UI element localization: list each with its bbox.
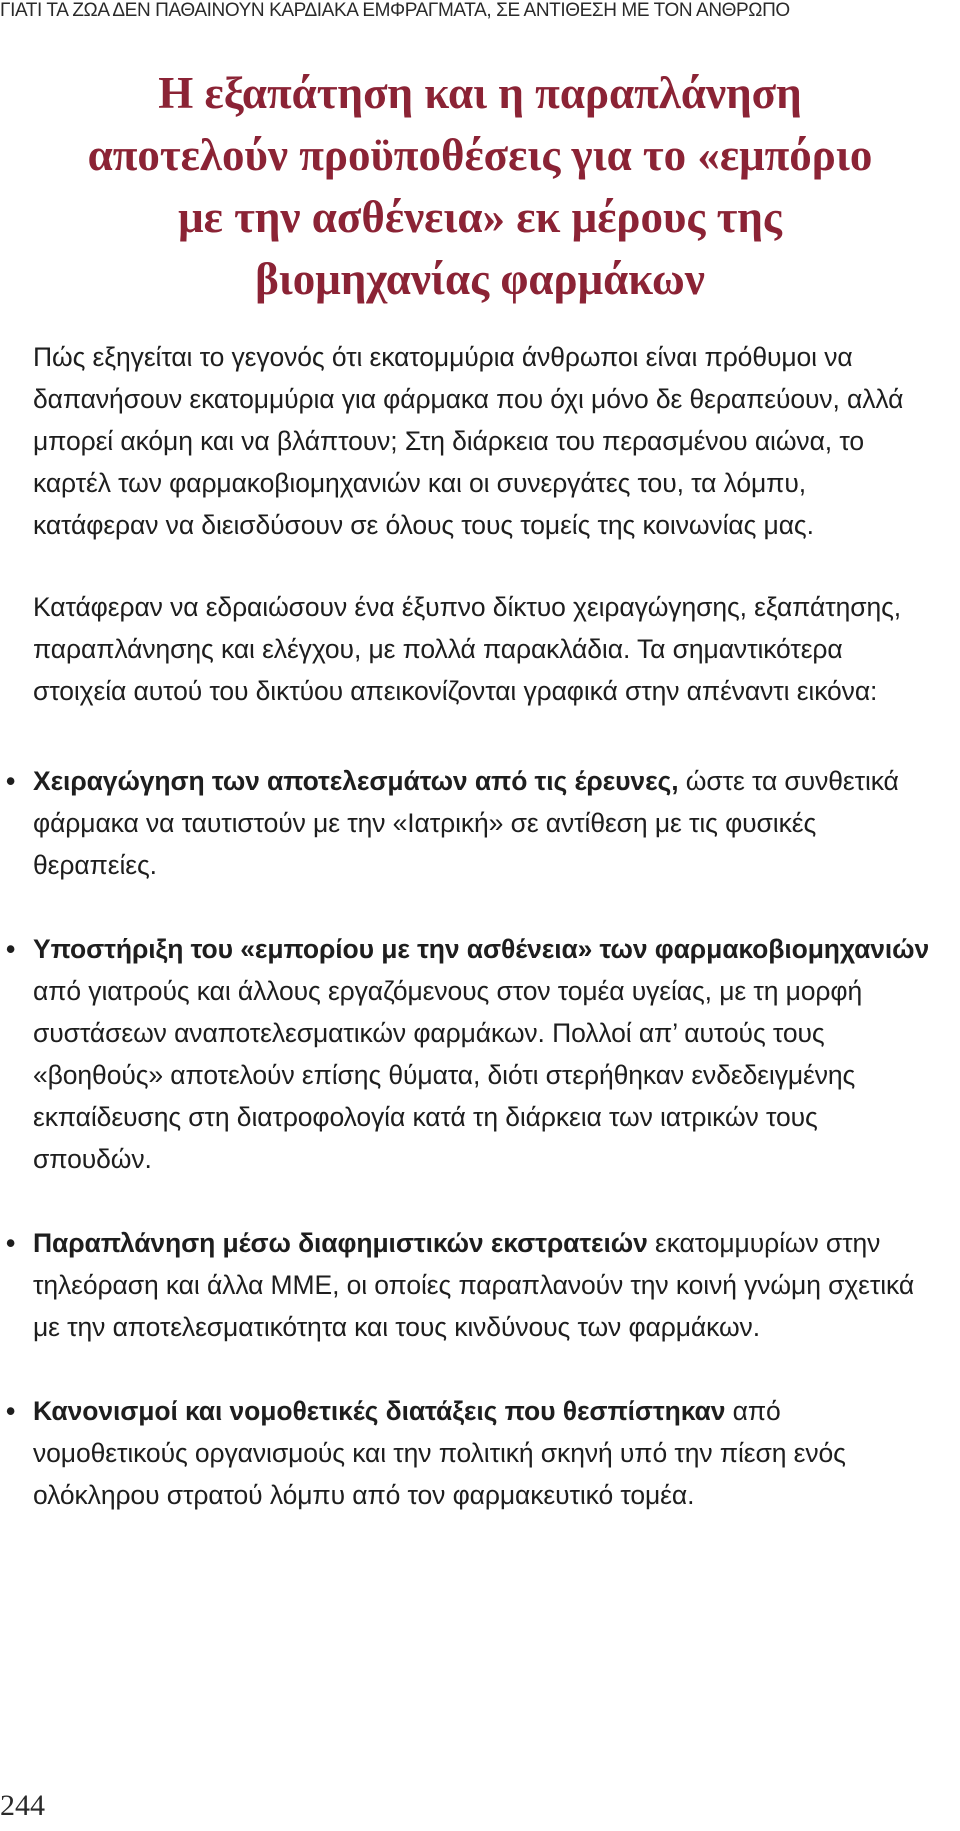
- list-item: [6, 928, 933, 1180]
- page-number: 244: [0, 1789, 45, 1822]
- bullet-text: εκατομμυρίων στην τηλεόραση και άλλα ΜΜΕ, οι οποίες παραπλανούν την κοινή γνώμη σχετικά με την αποτελεσματικότητα και τους κινδύνους των φαρμάκων.: [33, 1228, 915, 1342]
- bullet-icon: •: [6, 766, 16, 796]
- list-item: [6, 760, 933, 886]
- bullet-bold-text: Χειραγώγηση των αποτελεσμάτων από τις έρευνες,: [33, 766, 679, 796]
- chapter-title: Η εξαπάτηση και η παραπλάνηση αποτελούν προϋποθέσεις για το «εμπόριο με την ασθένεια» εκ μέρους της βιομηχανίας φαρμάκων: [87, 68, 873, 304]
- running-header: ΓΙΑΤΙ ΤΑ ΖΩΑ ΔΕΝ ΠΑΘΑΙΝΟΥΝ ΚΑΡΔΙΑΚΑ ΕΜΦΡΑΓΜΑΤΑ, ΣΕ ΑΝΤΙΘΕΣΗ ΜΕ ΤΟΝ ΑΝΘΡΩΠΟ: [0, 0, 790, 21]
- bullet-bold-text: Κανονισμοί και νομοθετικές διατάξεις που θεσπίστηκαν: [33, 1396, 726, 1426]
- network-paragraph: Κατάφεραν να εδραιώσουν ένα έξυπνο δίκτυο χειραγώγησης, εξαπάτησης, παραπλάνησης και ελέγχου, με πολλά παρακλάδια. Τα σημαντικότερα στοιχεία αυτού του δικτύου απεικονίζονται γραφικά στην απέναντι εικόνα:: [33, 592, 902, 706]
- bullet-text: ώστε τα συνθετικά φάρμακα να ταυτιστούν με την «Ιατρική» σε αντίθεση με τις φυσικές θεραπείες.: [33, 766, 899, 880]
- list-item: [6, 1390, 933, 1516]
- bullet-list: [6, 760, 933, 1516]
- bullet-bold-text: Υποστήριξη του «εμπορίου με την ασθένεια» των φαρμακοβιομηχανιών: [33, 934, 930, 964]
- list-item: [6, 1222, 933, 1348]
- bullet-icon: •: [6, 934, 16, 964]
- body-text: [6, 336, 933, 1558]
- bullet-bold-text: Παραπλάνηση μέσω διαφημιστικών εκστρατειών: [33, 1228, 648, 1258]
- bullet-text: από νομοθετικούς οργανισμούς και την πολιτική σκηνή υπό την πίεση ενός ολόκληρου στρατού λόμπυ από τον φαρμακευτικό τομέα.: [33, 1396, 846, 1510]
- intro-paragraph: Πώς εξηγείται το γεγονός ότι εκατομμύρια άνθρωποι είναι πρόθυμοι να δαπανήσουν εκατομμύρια για φάρμακα που όχι μόνο δε θεραπεύουν, αλλά μπορεί ακόμη και να βλάπτουν; Στη διάρκεια του περασμένου αιώνα, το καρτέλ των φαρμακοβιομηχανιών και οι συνεργάτες του, τα λόμπυ, κατάφεραν να διεισδύσουν σε όλους τους τομείς της κοινωνίας μας.: [33, 342, 904, 540]
- bullet-text: από γιατρούς και άλλους εργαζόμενους στον τομέα υγείας, με τη μορφή συστάσεων αναποτελεσματικών φαρμάκων. Πολλοί απ’ αυτούς τους «βοηθούς» αποτελούν επίσης θύματα, διότι στερήθηκαν ενδεδειγμένης εκπαίδευσης στη διατροφολογία κατά τη διάρκεια των ιατρικών τους σπουδών.: [33, 976, 863, 1174]
- bullet-icon: •: [6, 1396, 16, 1426]
- bullet-icon: •: [6, 1228, 16, 1258]
